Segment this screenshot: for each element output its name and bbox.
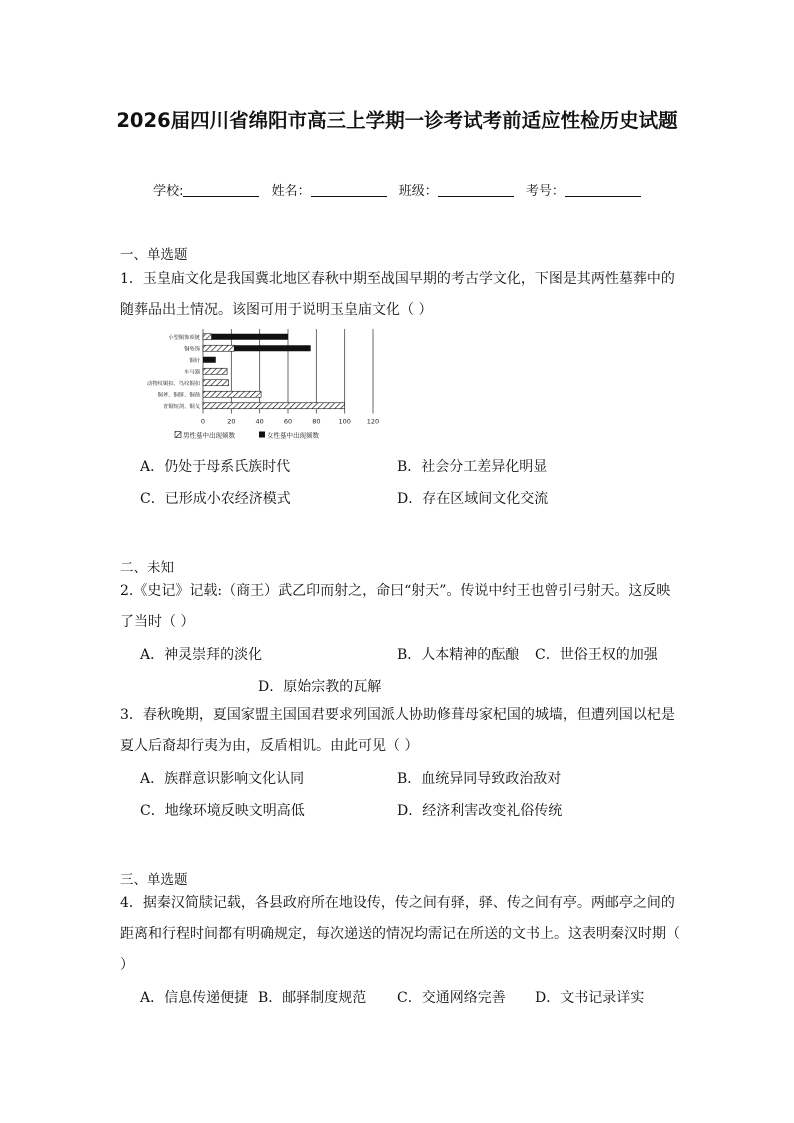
q2-option-d[interactable]: D．原始宗教的瓦解 xyxy=(258,679,382,695)
x-tick-label: 20 xyxy=(227,417,236,426)
legend-swatch-female xyxy=(259,432,265,438)
category-label: 动物纹铜扣、鸟纹铜扣 xyxy=(147,380,200,387)
q4-option-d[interactable]: D．文书记录详实 xyxy=(535,990,645,1006)
q2-option-b[interactable]: B．人本精神的酝酿 xyxy=(397,647,520,663)
section-heading: 三、单选题 xyxy=(120,872,188,888)
category-label: 铜斧、铜锛、铜凿 xyxy=(157,392,200,399)
q2-option-a[interactable]: A．神灵崇拜的淡化 xyxy=(140,647,263,663)
name-field[interactable]: 姓名： xyxy=(272,184,387,199)
x-tick-label: 80 xyxy=(312,417,321,426)
q3-option-c[interactable]: C．地缘环境反映文明高低 xyxy=(140,803,305,819)
section-heading: 二、未知 xyxy=(120,560,174,576)
student-info-line xyxy=(0,180,794,199)
bar-male xyxy=(203,403,345,409)
bar-male xyxy=(203,380,229,386)
class-field[interactable]: 班级： xyxy=(399,184,514,199)
bar-male xyxy=(203,334,212,340)
bar-male xyxy=(203,368,227,374)
category-label: 铜坠饰 xyxy=(184,346,200,353)
category-label: 铜针 xyxy=(189,357,200,364)
q3-option-d[interactable]: D．经济利害改变礼俗传统 xyxy=(397,803,563,819)
legend-label-female: 女性墓中出现频数 xyxy=(267,431,319,440)
x-tick-label: 40 xyxy=(255,417,264,426)
category-label: 青铜短剑、铜戈 xyxy=(162,403,200,410)
question-3-stem: 3．春秋晚期，夏国家盟主国国君要求列国派人协助修葺母家杞国的城墙，但遭列国以杞是夏人后裔却行夷为由，反盾相讥。由此可见（ ） xyxy=(120,707,675,754)
school-field[interactable]: 学校: xyxy=(153,184,259,199)
q1-option-c[interactable]: C．已形成小农经济模式 xyxy=(140,491,291,507)
x-tick-label: 60 xyxy=(283,417,293,426)
bar-female xyxy=(203,334,288,340)
section-heading: 一、单选题 xyxy=(120,247,188,263)
legend-swatch-male xyxy=(175,432,181,438)
x-tick-label: 0 xyxy=(200,417,206,426)
category-label: 小型铜饰项链 xyxy=(168,334,200,341)
q4-option-c[interactable]: C．交通网络完善 xyxy=(397,990,506,1006)
question-1-stem: 1．玉皇庙文化是我国冀北地区春秋中期至战国早期的考古学文化，下图是其两性墓葬中的随葬品出土情况。该图可用于说明玉皇庙文化（ ） xyxy=(120,271,675,318)
x-tick-label: 100 xyxy=(338,417,351,426)
q1-option-d[interactable]: D．存在区域间文化交流 xyxy=(397,491,549,507)
q3-option-a[interactable]: A．族群意识影响文化认同 xyxy=(140,771,305,787)
q4-option-a[interactable]: A．信息传递便捷 xyxy=(140,990,249,1006)
q1-option-a[interactable]: A．仍处于母系氏族时代 xyxy=(140,459,291,475)
page-title: 2026届四川省绵阳市高三上学期一诊考试考前适应性检历史试题 xyxy=(116,109,678,132)
q4-option-b[interactable]: B．邮驿制度规范 xyxy=(258,990,367,1006)
category-label: 车马器 xyxy=(184,369,200,376)
bar-male xyxy=(203,391,261,397)
q1-option-b[interactable]: B．社会分工差异化明显 xyxy=(397,459,548,475)
burial-goods-bar-chart xyxy=(135,325,395,450)
bar-female xyxy=(203,357,216,363)
legend-label-male: 男性墓中出现频数 xyxy=(183,431,235,440)
exam-number-field[interactable]: 考号： xyxy=(526,184,641,199)
question-4-stem: 4．据秦汉简牍记载，各县政府所在地设传，传之间有驿，驿、传之间有亭。两邮亭之间的距离和行程时间都有明确规定，每次递送的情况均需记在所送的文书上。这表明秦汉时期（ ） xyxy=(120,895,680,973)
q3-option-b[interactable]: B．血统异同导致政治敌对 xyxy=(397,771,562,787)
q2-option-c[interactable]: C．世俗王权的加强 xyxy=(535,647,658,663)
bar-male xyxy=(203,345,234,351)
question-2-stem: 2.《史记》记载:（商王）武乙印而射之，命曰“射天”。传说中纣王也曾引弓射天。这反映了当时（ ） xyxy=(120,583,671,630)
x-tick-label: 120 xyxy=(366,417,380,426)
